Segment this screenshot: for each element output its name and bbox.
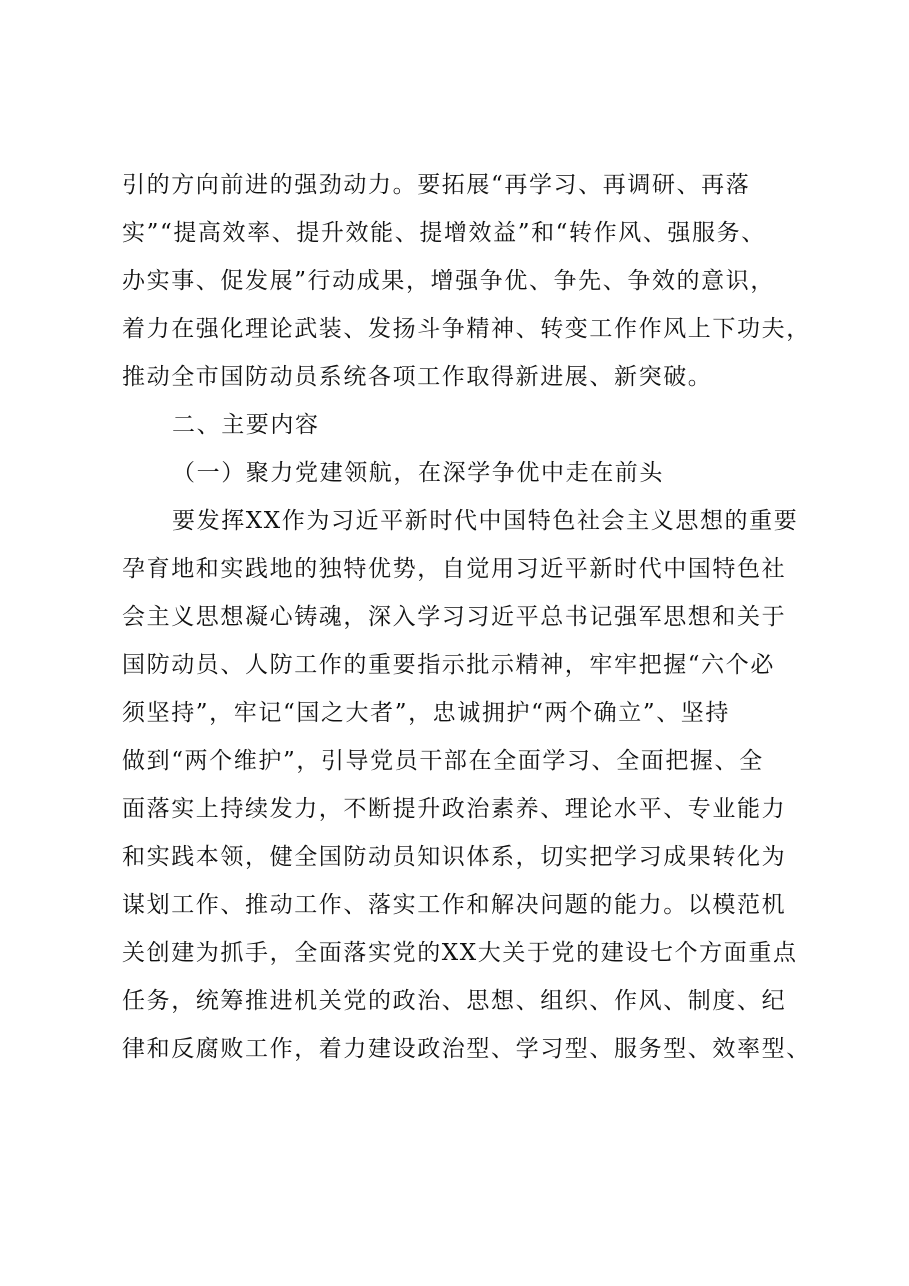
paragraph-line: 着力在强化理论武装、发扬斗争精神、转变工作作风上下功夫， [122,316,811,342]
paragraph-line: 国防动员、人防工作的重要指示批示精神，牢牢把握“六个必 [122,652,775,678]
paragraph-line: 任务，统筹推进机关党的政治、思想、组织、作风、制度、纪 [122,988,787,1014]
paragraph-line: 须坚持”，牢记“国之大者”，忠诚拥护“两个确立”、坚持 [122,700,730,726]
paragraph-line: 和实践本领，健全国防动员知识体系，切实把学习成果转化为 [122,844,787,870]
subsection-heading: （一）聚力党建领航，在深学争优中走在前头 [172,460,664,486]
section-heading: 二、主要内容 [172,412,320,438]
paragraph-line: 律和反腐败工作，着力建设政治型、学习型、服务型、效率型、 [122,1036,811,1062]
paragraph-line: 办实事、促发展”行动成果，增强争优、争先、争效的意识， [122,268,775,294]
paragraph-line: 引的方向前进的强劲动力。要拓展“再学习、再调研、再落 [122,172,751,198]
paragraph-line: 关创建为抓手，全面落实党的XX大关于党的建设七个方面重点 [122,940,798,966]
paragraph-line: 谋划工作、推动工作、落实工作和解决问题的能力。以模范机 [122,892,787,918]
paragraph-line: 会主义思想凝心铸魂，深入学习习近平总书记强军思想和关于 [122,604,787,630]
paragraph-line: 做到“两个维护”，引导党员干部在全面学习、全面把握、全 [122,748,764,774]
paragraph-line: 实”“提高效率、提升效能、提增效益”和“转作风、强服务、 [122,220,766,246]
paragraph-line: 面落实上持续发力，不断提升政治素养、理论水平、专业能力 [122,796,787,822]
paragraph-line: 孕育地和实践地的独特优势，自觉用习近平新时代中国特色社 [122,556,787,582]
paragraph-line: 推动全市国防动员系统各项工作取得新进展、新突破。 [122,364,713,390]
paragraph-line: 要发挥XX作为习近平新时代中国特色社会主义思想的重要 [172,508,799,534]
